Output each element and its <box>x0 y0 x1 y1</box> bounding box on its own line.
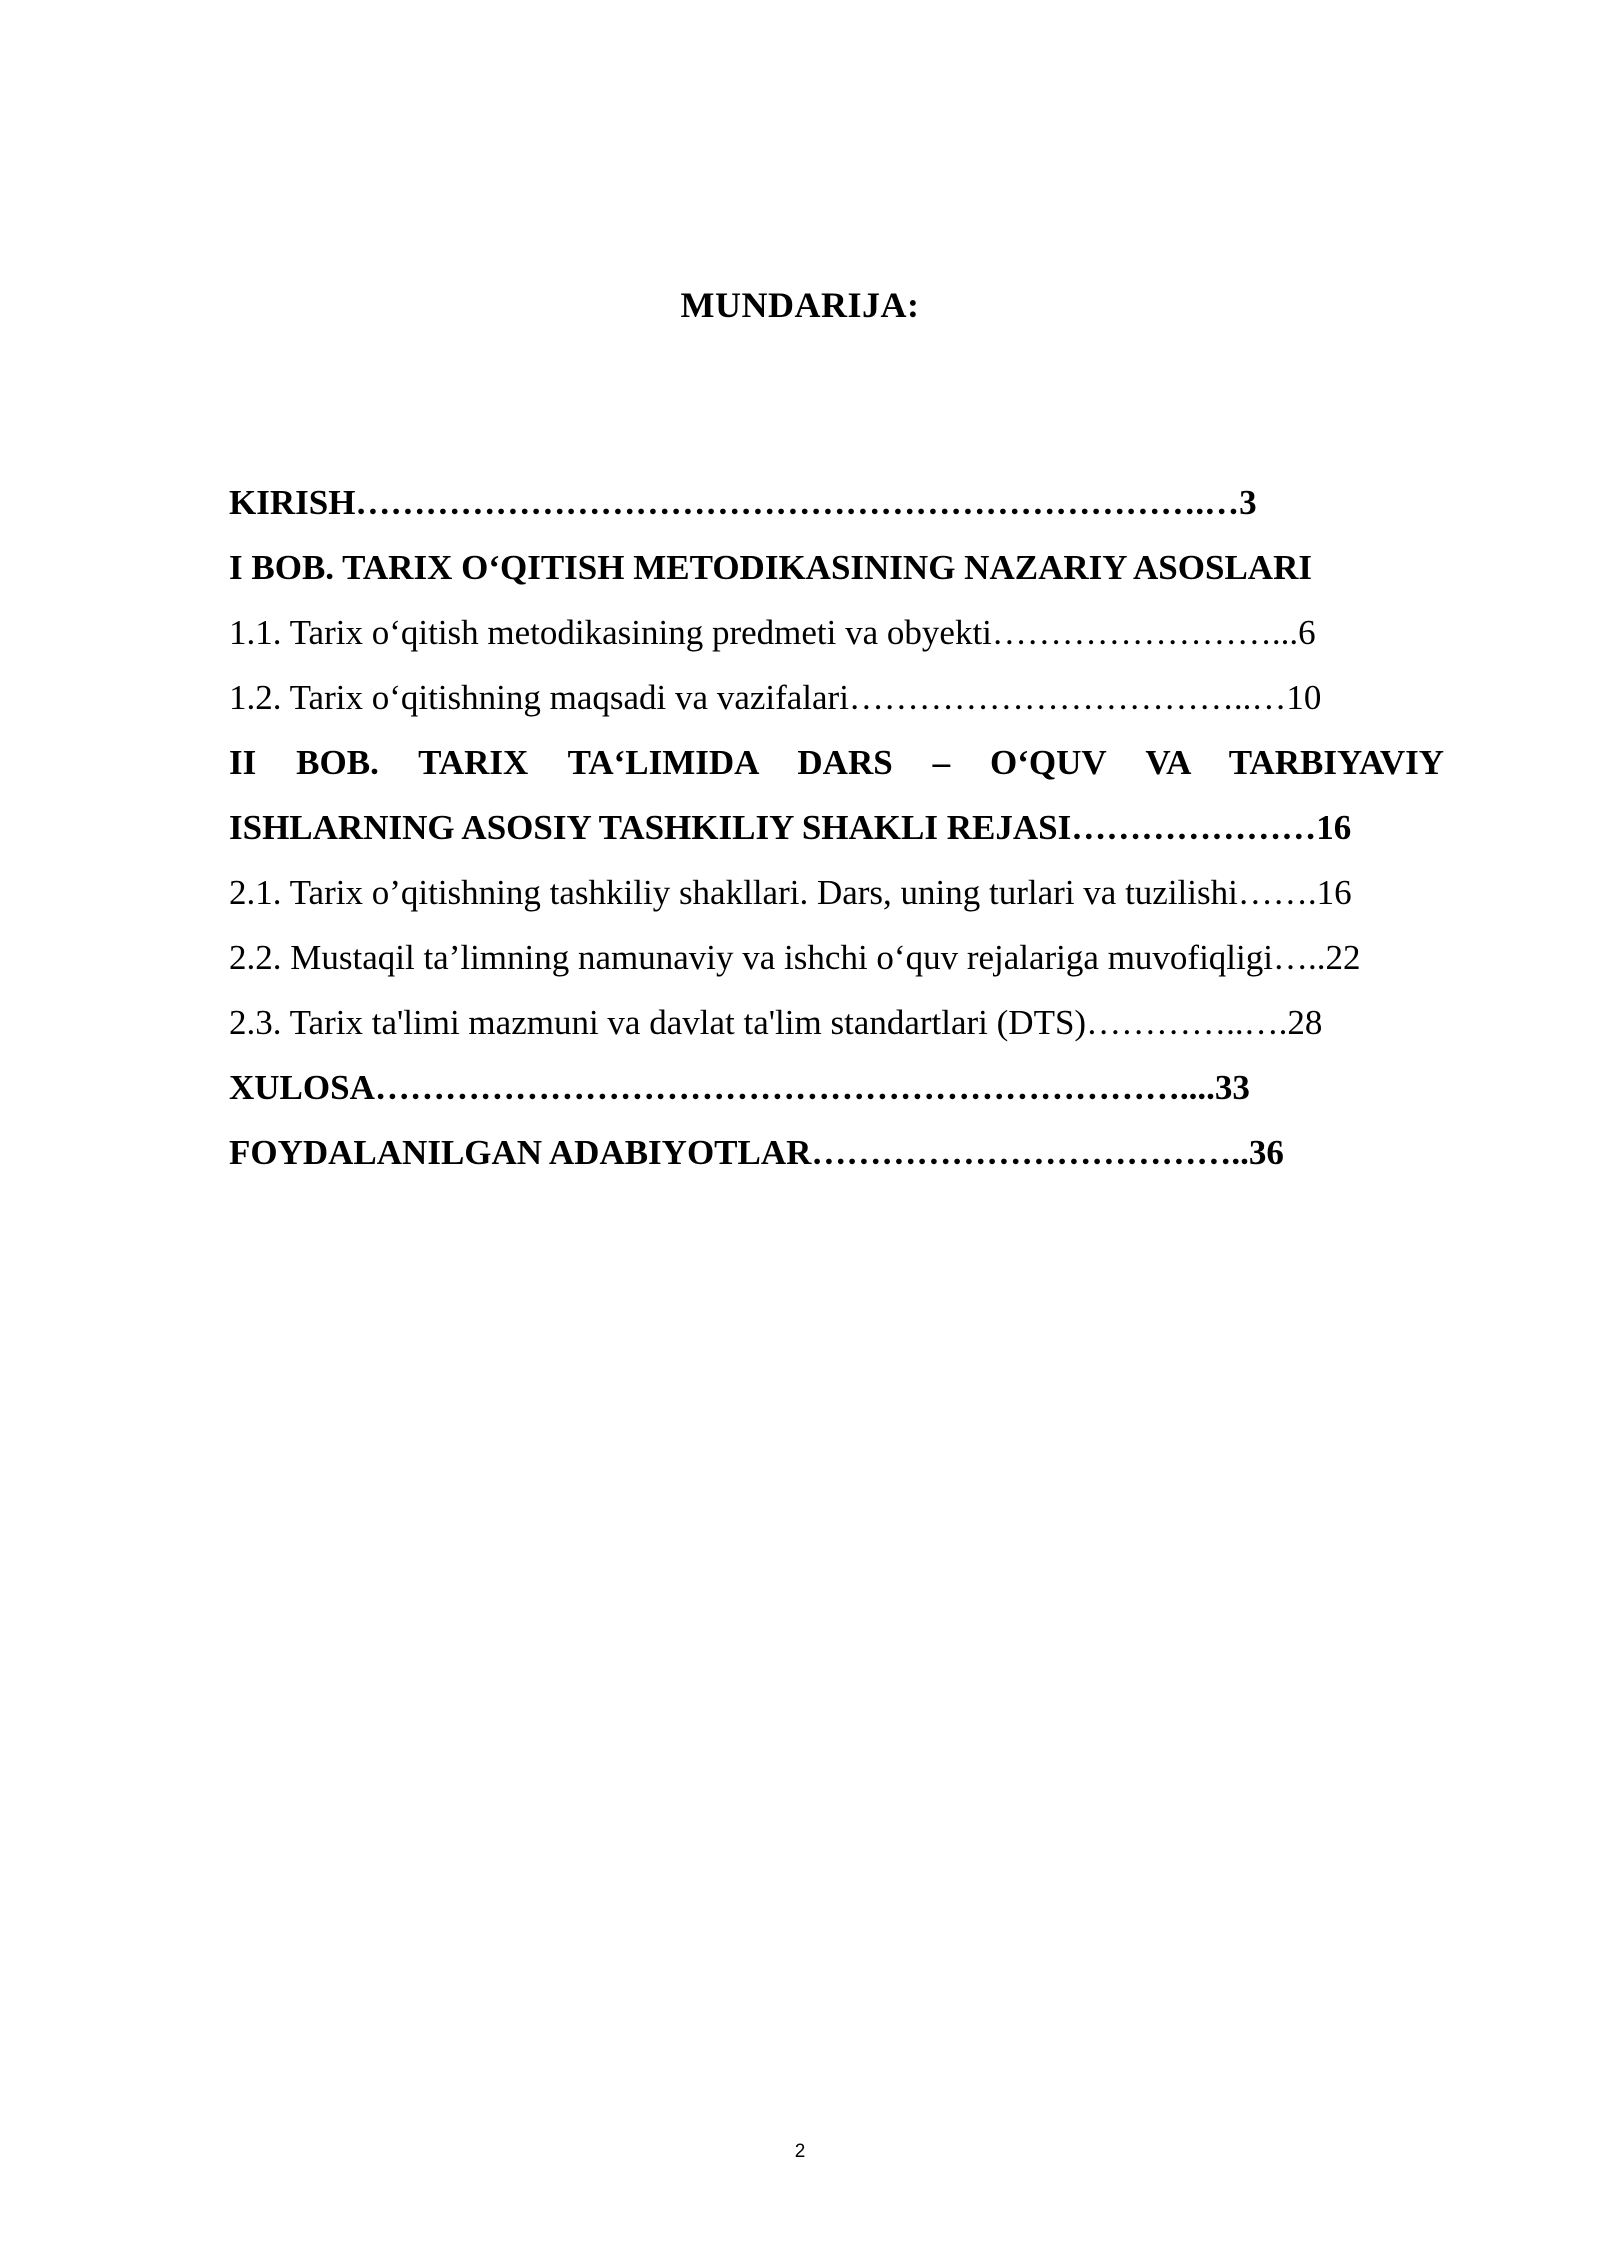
table-of-contents <box>229 470 1444 1185</box>
toc-chapter-2-heading-line2: ISHLARNING ASOSIY TASHKILIY SHAKLI REJASI…………………16 <box>229 808 1352 847</box>
toc-chapter-1-heading: I BOB. TARIX O‘QITISH METODIKASINING NAZARIY ASOSLARI <box>229 548 1312 587</box>
toc-entry-adabiyotlar: FOYDALANILGAN ADABIYOTLAR………………………………..36 <box>229 1133 1284 1172</box>
toc-section-2-3: 2.3. Tarix ta'limi mazmuni va davlat ta'lim standartlari (DTS)…………..….28 <box>229 1003 1323 1042</box>
toc-entry-xulosa: XULOSA……………………………………………………………....33 <box>229 1068 1250 1107</box>
page-number: 2 <box>794 2141 806 2162</box>
toc-section-1-2: 1.2. Tarix o‘qitishning maqsadi va vazifalari……………………………..…10 <box>229 678 1322 717</box>
page-title: MUNDARIJA: <box>680 285 920 325</box>
toc-section-2-1: 2.1. Tarix o’qitishning tashkiliy shakllari. Dars, uning turlari va tuzilishi…….16 <box>229 873 1352 912</box>
toc-entry-kirish: KIRISH……………………………………………………………….…3 <box>229 483 1257 522</box>
toc-section-1-1: 1.1. Tarix o‘qitish metodikasining predmeti va obyekti……………………...6 <box>229 613 1316 652</box>
toc-chapter-2-heading-line1: II BOB. TARIX TA‘LIMIDA DARS – O‘QUV VA TARBIYAVIY <box>229 743 1444 782</box>
toc-section-2-2: 2.2. Mustaqil ta’limning namunaviy va ishchi o‘quv rejalariga muvofiqligi…..22 <box>229 938 1361 977</box>
